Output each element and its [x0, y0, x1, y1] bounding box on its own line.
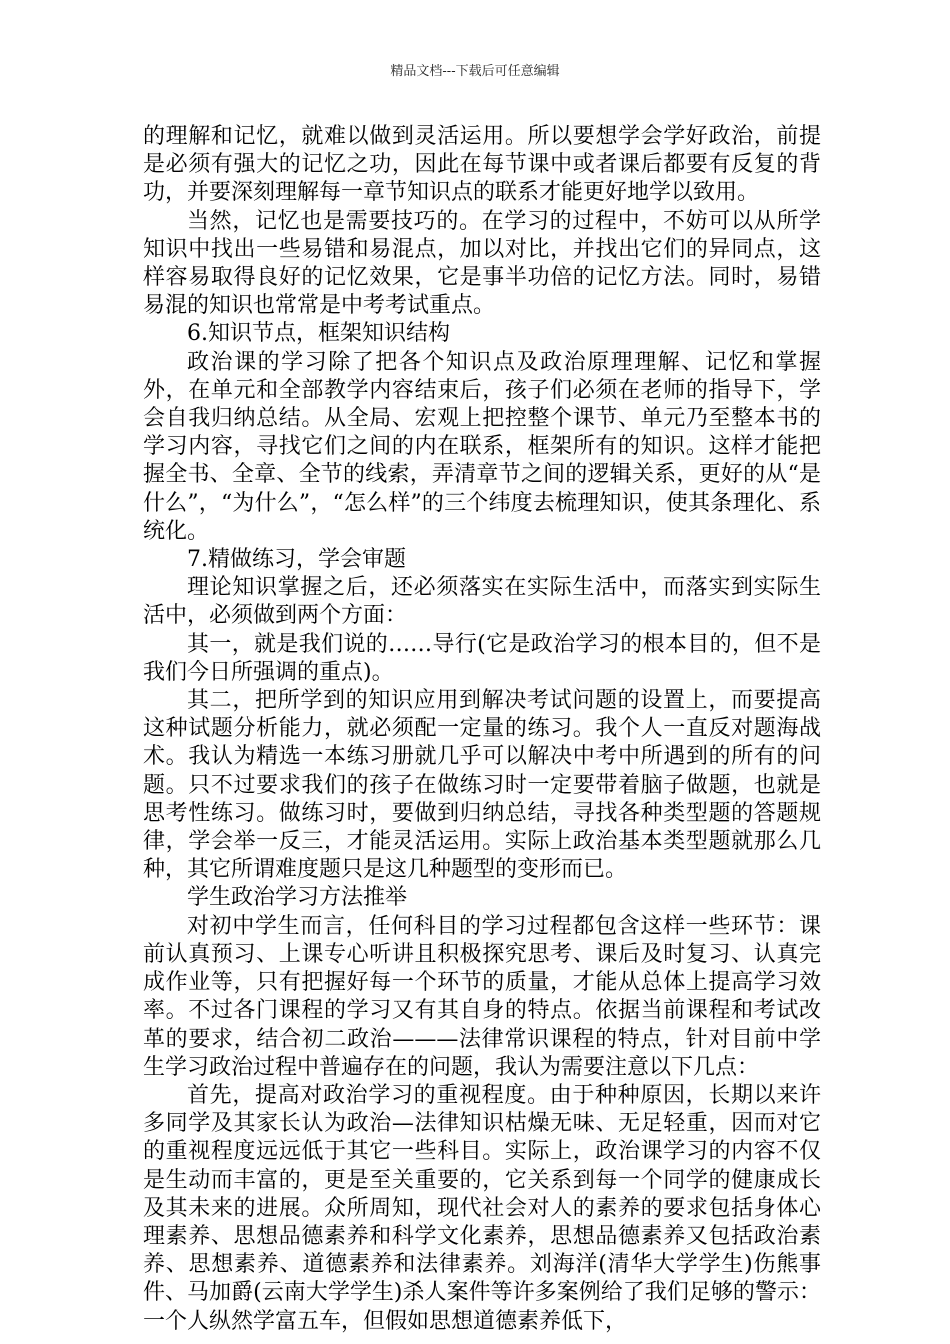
paragraph-study-process: 对初中学生而言，任何科目的学习过程都包含这样一些环节：课前认真预习、上课专心听讲且积极探究思考、课后及时复习、认真完成作业等，只有把握好每一个环节的质量，才能从总体上提高学习效率。不过各门课程的学习又有其自身的特点。依据当前课程和考试改革的要求，结合初二政治———法律常识课程的特点，针对目前中学生学习政治过程中普遍存在的问题，我认为需要注意以下几点： [143, 913, 821, 1080]
section-heading-7: 7.精做练习，学会审题 [187, 547, 406, 573]
document-body [143, 123, 821, 1336]
paragraph-first-aspect: 其一，就是我们说的……导行(它是政治学习的根本目的，但不是我们今日所强调的重点)。 [143, 631, 821, 685]
section-heading-6: 6.知识节点，框架知识结构 [187, 321, 450, 347]
paragraph-second-aspect: 其二，把所学到的知识应用到解决考试问题的设置上，而要提高这种试题分析能力，就必须配一定量的练习。我个人一直反对题海战术。我认为精选一本练习册就几乎可以解决中考中所遇到的所有的问题。只不过要求我们的孩子在做练习时一定要带着脑子做题，也就是思考性练习。做练习时，要做到归纳总结，寻找各种类型题的答题规律，学会举一反三，才能灵活运用。实际上政治基本类型题就那么几种，其它所谓难度题只是这几种题型的变形而已。 [143, 688, 821, 883]
paragraph-knowledge-structure: 政治课的学习除了把各个知识点及政治原理理解、记忆和掌握外，在单元和全部教学内容结束后，孩子们必须在老师的指导下，学会自我归纳总结。从全局、宏观上把控整个课节、单元乃至整本书的学习内容，寻找它们之间的内在联系，框架所有的知识。这样才能把握全书、全章、全节的线索，弄清章节之间的逻辑关系，更好的从“是什么”，“为什么”，“怎么样”的三个纬度去梳理知识，使其条理化、系统化。 [143, 349, 821, 544]
paragraph-continuation: 的理解和记忆，就难以做到灵活运用。所以要想学会学好政治，前提是必须有强大的记忆之功，因此在每节课中或者课后都要有反复的背功，并要深刻理解每一章节知识点的联系才能更好地学以致用。 [143, 124, 821, 206]
page-header: 精品文档---下载后可任意编辑 [390, 64, 560, 79]
paragraph-theory-practice: 理论知识掌握之后，还必须落实在实际生活中，而落实到实际生活中，必须做到两个方面： [143, 575, 821, 629]
section-heading-methods: 学生政治学习方法推举 [187, 885, 408, 911]
paragraph-memory-technique: 当然，记忆也是需要技巧的。在学习的过程中，不妨可以从所学知识中找出一些易错和易混点，加以对比，并找出它们的异同点，这样容易取得良好的记忆效果，它是事半功倍的记忆方法。同时，易错易混的知识也常常是中考考试重点。 [143, 208, 821, 319]
paragraph-first-point: 首先，提高对政治学习的重视程度。由于种种原因，长期以来许多同学及其家长认为政治—法律知识枯燥无味、无足轻重，因而对它的重视程度远远低于其它一些科目。实际上，政治课学习的内容不仅是生动而丰富的，更是至关重要的，它关系到每一个同学的健康成长及其未来的进展。众所周知，现代社会对人的素养的要求包括身体心理素养、思想品德素养和科学文化素养，思想品德素养又包括政治素养、思想素养、道德素养和法律素养。刘海洋(清华大学学生)伤熊事件、马加爵(云南大学学生)杀人案件等许多案例给了我们足够的警示：一个人纵然学富五车，但假如思想道德素养低下， [143, 1082, 821, 1334]
